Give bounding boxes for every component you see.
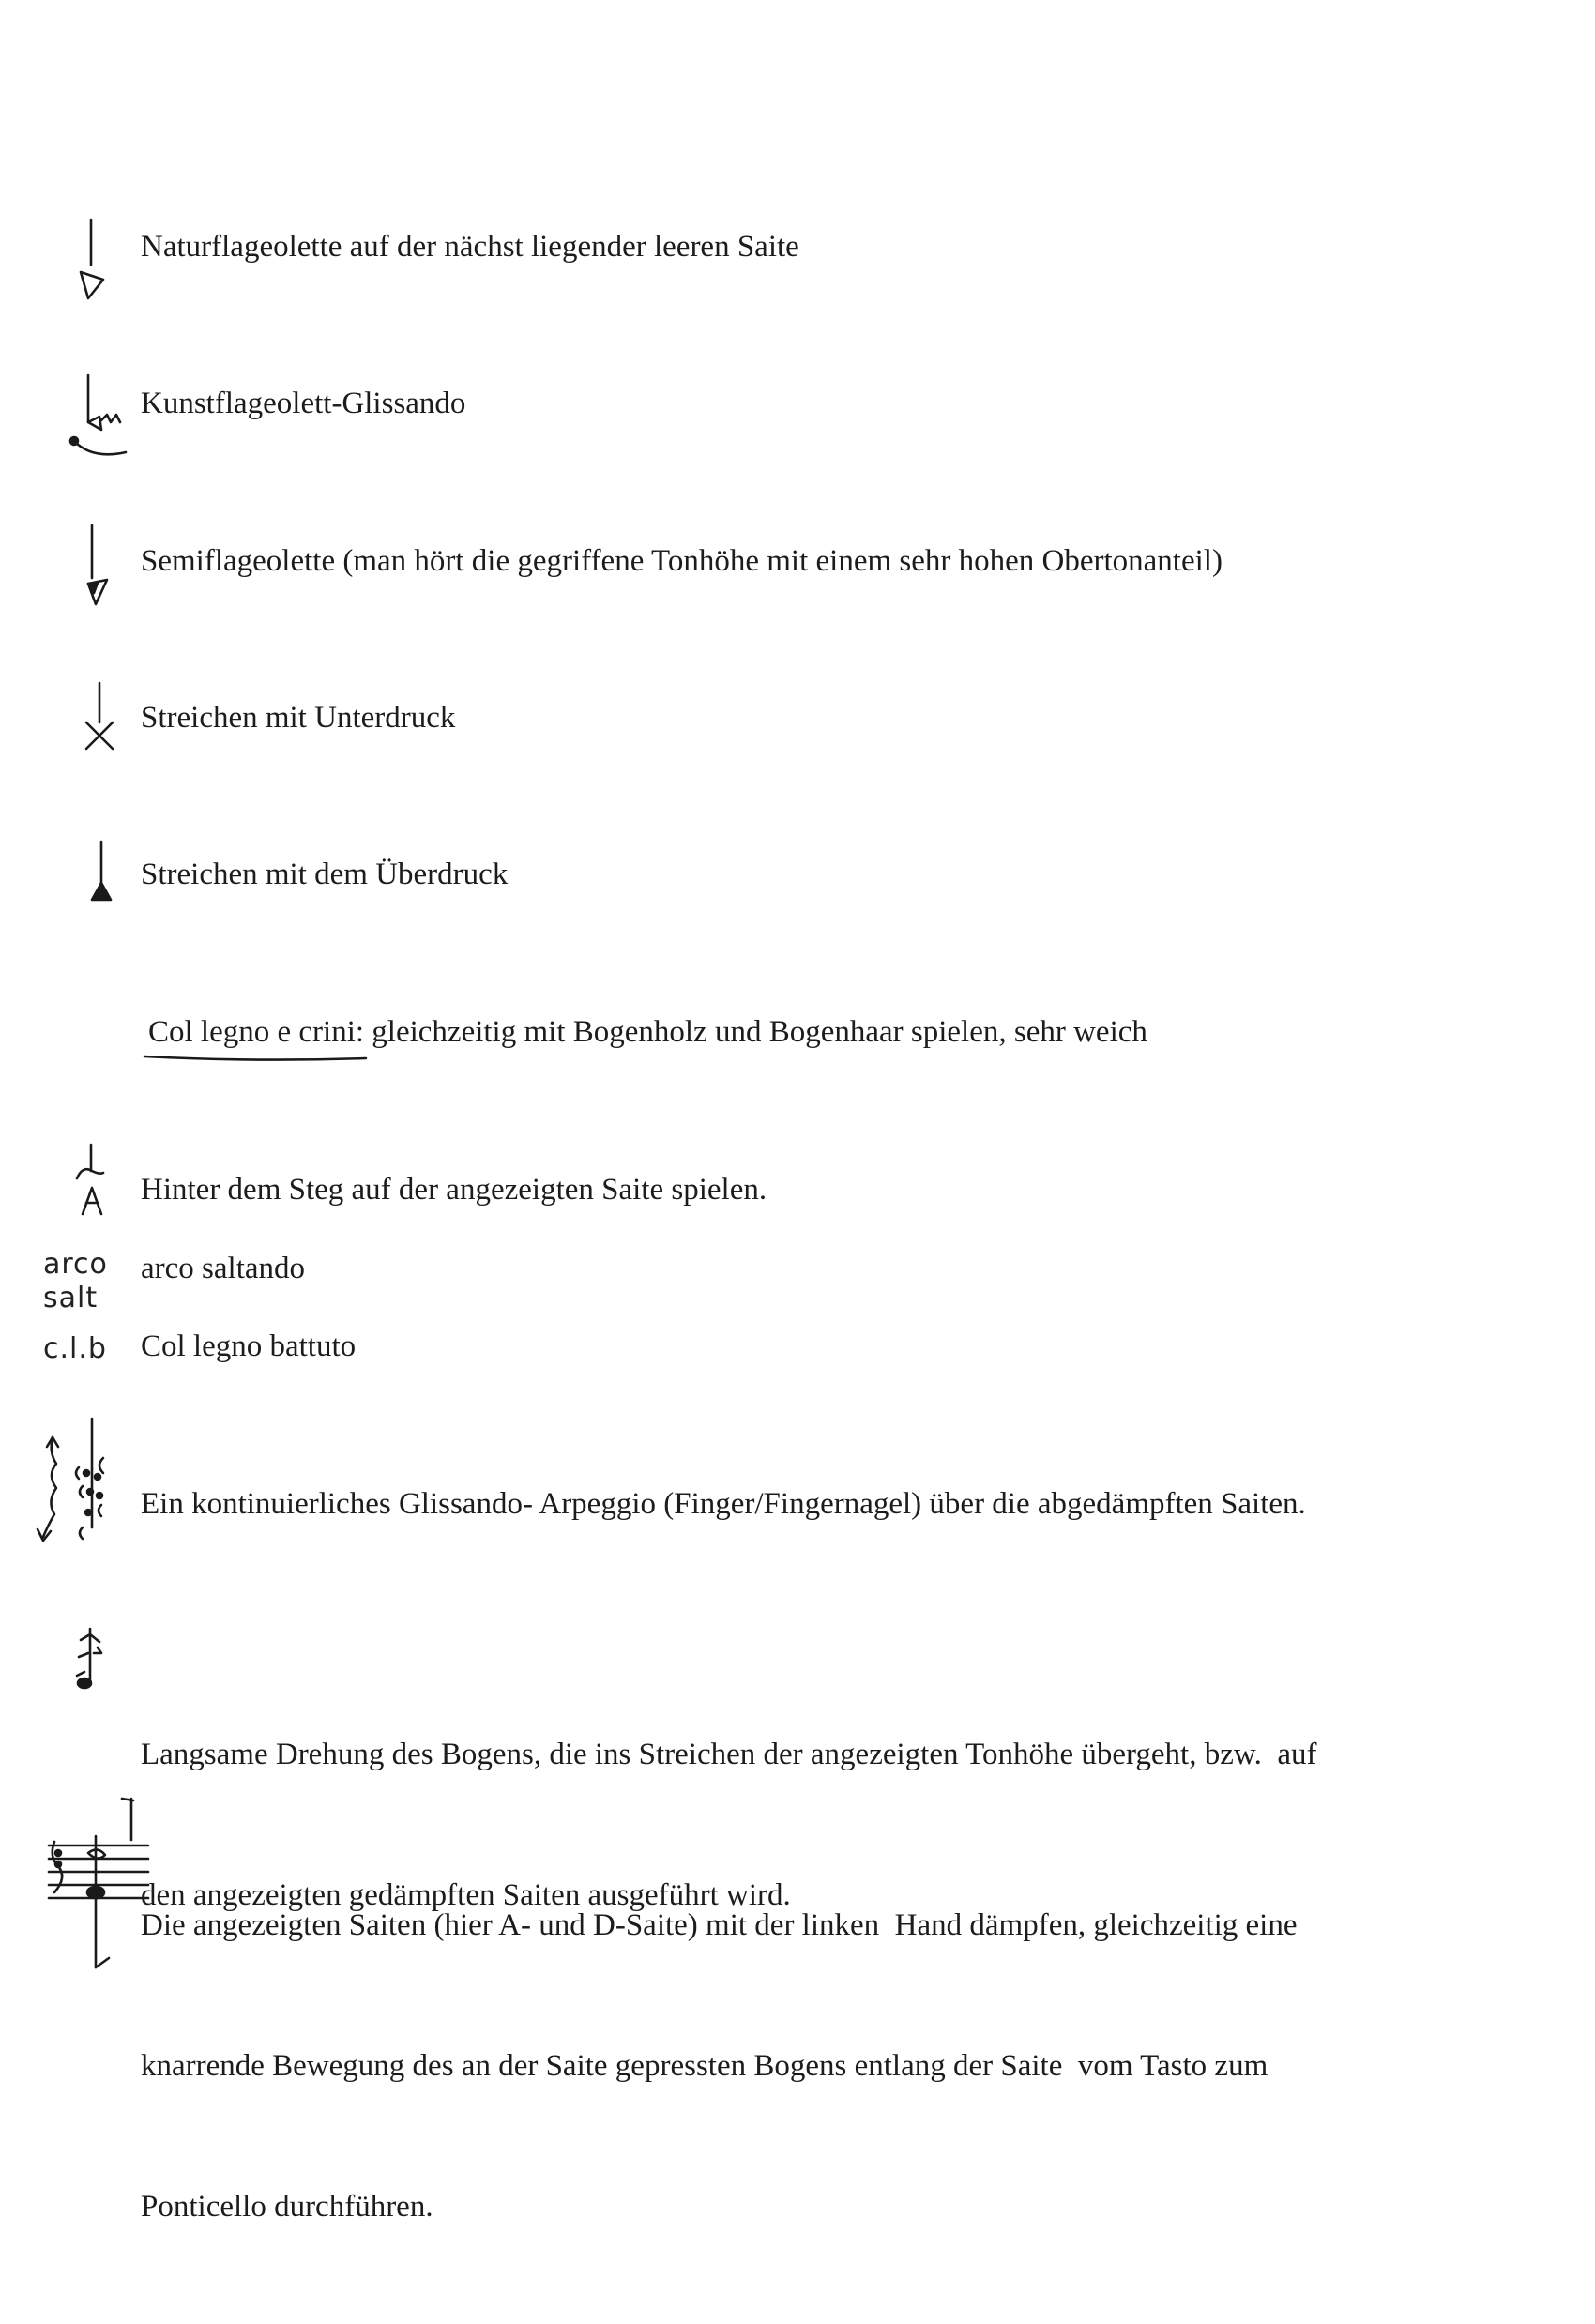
col-legno-e-crini-term: Col legno e crini: (148, 1015, 365, 1049)
col-legno-e-crini-description: gleichzeitig mit Bogenholz und Bogenhaar spielen, sehr weich (364, 1015, 1147, 1049)
entry-arco-saltando: arco saltando (141, 1252, 306, 1285)
entry-natural-harmonic: Naturflageolette auf der nächst liegender leeren Saite (141, 230, 799, 264)
underpressure-icon (81, 681, 118, 752)
bow-rotation-line-1: Langsame Drehung des Bogens, die ins Streichen der angezeigten Tonhöhe übergeht, bzw. auf (141, 1738, 1317, 1771)
natural-harmonic-icon (75, 218, 113, 304)
entry-overpressure: Streichen mit dem Überdruck (141, 858, 509, 891)
entry-damped-strings-scrape (141, 1808, 1454, 2324)
damped-strings-line-1: Die angezeigten Saiten (hier A- und D-Saite) mit der linken Hand dämpfen, gleichzeitig eine (141, 1908, 1298, 1942)
arco-handwriting: arco (43, 1248, 108, 1281)
arco-saltando-handwriting (43, 1248, 108, 1315)
entry-glissando-arpeggio: Ein kontinuierliches Glissando- Arpeggio (Finger/Fingernagel) über die abgedämpften Saiten. (141, 1487, 1306, 1521)
behind-bridge-icon (66, 1143, 113, 1227)
damped-strings-line-3: Ponticello durchführen. (141, 2190, 433, 2224)
col-legno-battuto-handwriting: c.l.b (43, 1332, 107, 1365)
bow-rotation-line-2: den angezeigten gedämpften Saiten ausgeführt wird. (141, 1878, 791, 1912)
entry-col-legno-battuto: Col legno battuto (141, 1329, 357, 1363)
damped-strings-scrape-icon (36, 1787, 129, 1975)
entry-behind-bridge: Hinter dem Steg auf der angezeigten Saite spielen. (141, 1173, 767, 1207)
entry-semi-harmonic: Semiflageolette (man hört die gegriffene Tonhöhe mit einem sehr hohen Obertonanteil) (141, 544, 1223, 578)
glissando-arpeggio-icon (28, 1415, 122, 1556)
damped-strings-line-2: knarrende Bewegung des an der Saite gepressten Bogens entlang der Saite vom Tasto zum (141, 2049, 1268, 2083)
salt-handwriting: salt (43, 1282, 99, 1314)
entry-artificial-harmonic-glissando: Kunstflageolett-Glissando (141, 387, 466, 420)
semi-harmonic-icon (79, 524, 116, 608)
underline-mark-icon (141, 1049, 375, 1064)
bow-rotation-icon (69, 1625, 116, 1700)
overpressure-icon (83, 840, 120, 905)
entry-underpressure: Streichen mit Unterdruck (141, 701, 456, 735)
artificial-harmonic-glissando-icon (64, 373, 139, 467)
